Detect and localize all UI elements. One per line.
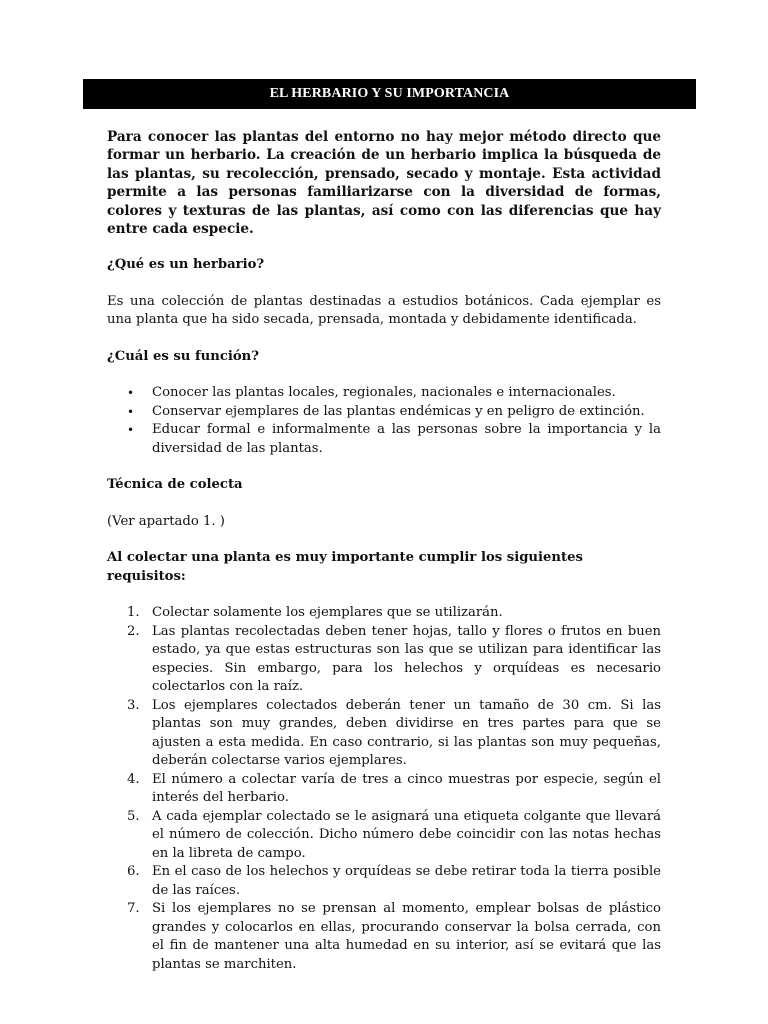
list-item-number: 4. — [127, 771, 140, 787]
list-item-number: 6. — [127, 864, 140, 880]
list-item-text: Conservar ejemplares de las plantas endémicas y en peligro de extinción. — [152, 403, 645, 419]
function-list — [107, 384, 661, 458]
list-item-text: A cada ejemplar colectado se le asignará una etiqueta colgante que llevará el número de colección. Dicho número debe coincidir con las notas hechas en la libreta de campo. — [152, 808, 661, 861]
document-title: EL HERBARIO Y SU IMPORTANCIA — [269, 86, 510, 101]
list-item-number: 1. — [127, 605, 140, 621]
heading-function: ¿Cuál es su función? — [107, 348, 259, 364]
heading-requirements: Al colectar una planta es muy importante cumplir los siguientes requisitos: — [107, 550, 583, 584]
document-body — [107, 128, 661, 974]
list-item — [107, 808, 661, 864]
list-item — [107, 771, 661, 808]
list-item-text: El número a colectar varía de tres a cinco muestras por especie, según el interés del herbario. — [152, 771, 661, 806]
list-item-text: Los ejemplares colectados deberán tener un tamaño de 30 cm. Si las plantas son muy grandes, deben dividirse en tres partes para que se ajusten a esta medida. En caso contrario, si las plantas son muy pequeñas, deberán colectarse varios ejemplares. — [152, 697, 661, 769]
list-item — [107, 900, 661, 974]
intro-paragraph: Para conocer las plantas del entorno no hay mejor método directo que formar un herbario. La creación de un herbario implica la búsqueda de las plantas, su recolección, prensado, secado y montaje. Esta actividad permite a las personas familiarizarse con la diversidad de formas, colores y texturas de las plantas, así como con las diferencias que hay entre cada especie. — [107, 129, 661, 238]
document-title-bar — [83, 79, 696, 109]
list-item-number: 7. — [127, 901, 140, 917]
list-item-text: Conocer las plantas locales, regionales, nacionales e internacionales. — [152, 385, 616, 401]
list-item — [107, 863, 661, 900]
list-item-text: Educar formal e informalmente a las personas sobre la importancia y la diversidad de las plantas. — [152, 422, 661, 456]
bullet-icon: • — [127, 404, 135, 419]
list-item — [107, 604, 661, 623]
list-item-number: 2. — [127, 623, 140, 639]
list-item — [107, 403, 661, 422]
list-item-text: Colectar solamente los ejemplares que se utilizarán. — [152, 605, 503, 621]
list-item — [107, 384, 661, 403]
requirements-list — [107, 604, 661, 974]
list-item-number: 5. — [127, 808, 140, 824]
list-item — [107, 623, 661, 697]
technique-reference: (Ver apartado 1. ) — [107, 513, 225, 529]
list-item — [107, 421, 661, 458]
list-item-text: Las plantas recolectadas deben tener hojas, tallo y flores o frutos en buen estado, ya que estas estructuras son las que se utilizan para identificar las especies. Sin embargo, para los helechos y orquídeas es necesario colectarlos con la raíz. — [152, 623, 661, 695]
heading-what-is-herbarium: ¿Qué es un herbario? — [107, 257, 265, 273]
bullet-icon: • — [127, 423, 135, 438]
list-item-text: Si los ejemplares no se prensan al momento, emplear bolsas de plástico grandes y colocarlos en ellas, procurando conservar la bolsa cerrada, con el fin de mantener una alta humedad en su interior, así se evitará que las plantas se marchiten. — [152, 901, 661, 972]
heading-technique: Técnica de colecta — [107, 477, 243, 493]
list-item-text: En el caso de los helechos y orquídeas se debe retirar toda la tierra posible de las raíces. — [152, 864, 661, 898]
list-item-number: 3. — [127, 697, 140, 713]
paragraph-what-is-herbarium: Es una colección de plantas destinadas a estudios botánicos. Cada ejemplar es una planta que ha sido secada, prensada, montada y debidamente identificada. — [107, 293, 661, 328]
list-item — [107, 697, 661, 771]
bullet-icon: • — [127, 386, 135, 401]
